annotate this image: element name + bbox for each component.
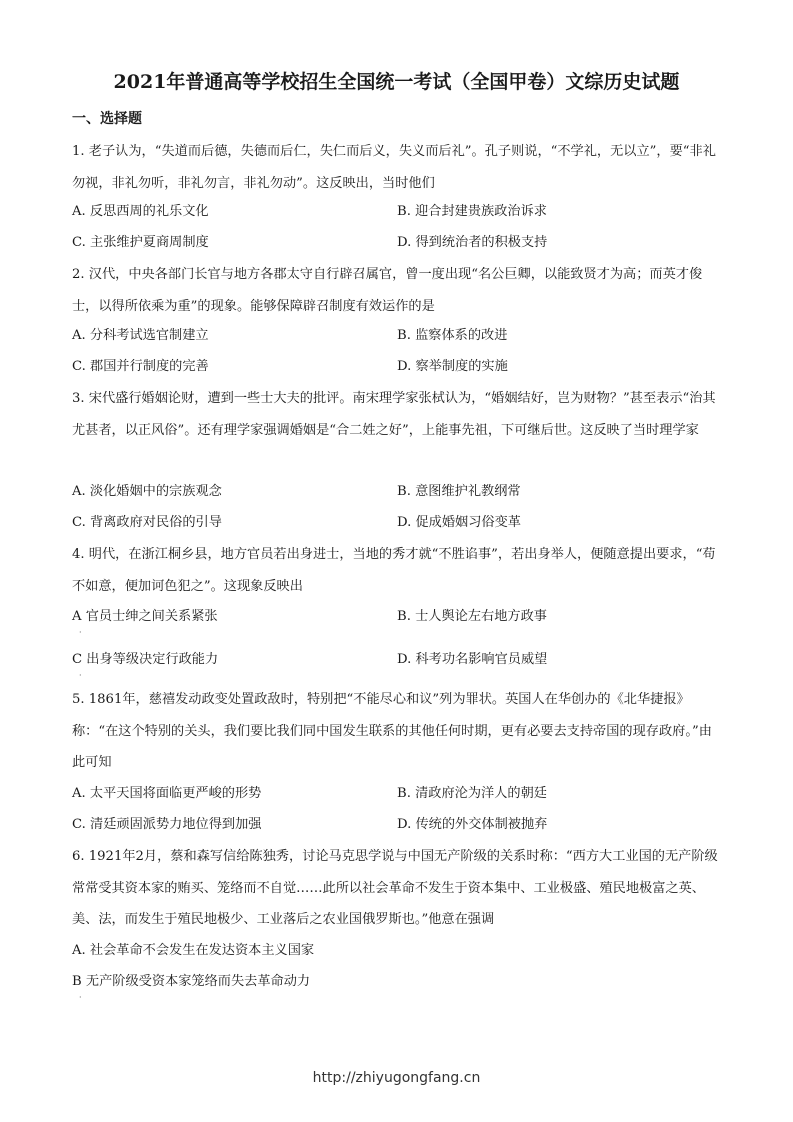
question-5-stem: 5. 1861年，慈禧发动政变处置政敌时，特别把“不能尽心和议”列为罪状。英国人在华创办的《北华捷报》称：“在这个特别的关头，我们要比我们同中国发生联系的其他任何时期，更有必要去支持帝国的现存政府。”由此可知	[72, 692, 712, 770]
page-title: 2021年普通高等学校招生全国统一考试（全国甲卷）文综历史试题	[113, 71, 680, 93]
question-2-option-b: B. 监察体系的改进	[397, 328, 508, 343]
footer-url: http://zhiyugongfang.cn	[312, 1070, 481, 1086]
question-2-option-d: D. 察举制度的实施	[397, 359, 508, 374]
question-2-option-c: C. 郡国并行制度的完善	[72, 359, 209, 374]
question-5-option-c: C. 清廷顽固派势力地位得到加强	[72, 817, 262, 832]
question-6-option-a: A. 社会革命不会发生在发达资本主义国家	[72, 943, 315, 958]
question-1-option-a: A. 反思西周的礼乐文化	[72, 204, 209, 219]
question-4-option-c: C 出身等级决定行政能力	[72, 652, 219, 667]
question-1-option-b: B. 迎合封建贵族政治诉求	[397, 204, 547, 219]
question-2-stem: 2. 汉代，中央各部门长官与地方各郡太守自行辟召属官，曾一度出现“名公巨卿，以能致贤才为高；而英才俊士，以得所依乘为重”的现象。能够保障辟召制度有效运作的是	[72, 267, 703, 314]
section-heading: 一、选择题	[72, 111, 142, 127]
stray-mark: ·	[79, 628, 82, 637]
question-4-stem: 4. 明代，在浙江桐乡县，地方官员若出身进士，当地的秀才就“不胜谄事”，若出身举人，便随意提出要求，“苟不如意，便加诃色犯之”。这现象反映出	[72, 547, 716, 594]
question-3-option-c: C. 背离政府对民俗的引导	[72, 515, 222, 530]
question-6-option-b: B 无产阶级受资本家笼络而失去革命动力	[72, 974, 311, 989]
stray-mark: ·	[79, 671, 82, 680]
question-1-option-d: D. 得到统治者的积极支持	[397, 235, 548, 250]
question-3-option-b: B. 意图维护礼教纲常	[397, 484, 521, 499]
question-3-option-a: A. 淡化婚姻中的宗族观念	[72, 484, 222, 499]
question-1-stem: 1. 老子认为，“失道而后德，失德而后仁，失仁而后义，失义而后礼”。孔子则说，“不学礼，无以立”，要“非礼勿视，非礼勿听，非礼勿言，非礼勿动”。这反映出，当时他们	[72, 144, 716, 191]
question-1-option-c: C. 主张维护夏商周制度	[72, 235, 209, 250]
question-4-option-d: D. 科考功名影响官员威望	[397, 652, 548, 667]
question-4-option-a: A 官员士绅之间关系紧张	[72, 609, 218, 624]
question-6-stem: 6. 1921年2月，蔡和森写信给陈独秀，讨论马克思学说与中国无产阶级的关系时称：“西方大工业国的无产阶级常常受其资本家的贿买、笼络而不自觉……此所以社会革命不发生于资本集中、工业极盛、殖民地极富之英、美、法，而发生于殖民地极少、工业落后之农业国俄罗斯也。”他意在强调	[72, 849, 718, 927]
question-2-option-a: A. 分科考试选官制建立	[72, 328, 209, 343]
stray-mark: ·	[79, 993, 82, 1002]
question-5-option-b: B. 清政府沦为洋人的朝廷	[397, 786, 547, 801]
question-3-option-d: D. 促成婚姻习俗变革	[397, 515, 521, 530]
question-5-option-a: A. 太平天国将面临更严峻的形势	[72, 786, 262, 801]
question-4-option-b: B. 士人舆论左右地方政事	[397, 609, 547, 624]
question-3-stem: 3. 宋代盛行婚姻论财，遭到一些士大夫的批评。南宋理学家张栻认为，“婚姻结好，岂为财物？”甚至表示“治其尤甚者，以正风俗”。还有理学家强调婚姻是“合二姓之好”，上能事先祖，下可继后世。这反映了当时理学家	[72, 391, 716, 438]
question-5-option-d: D. 传统的外交体制被抛弃	[397, 817, 548, 832]
